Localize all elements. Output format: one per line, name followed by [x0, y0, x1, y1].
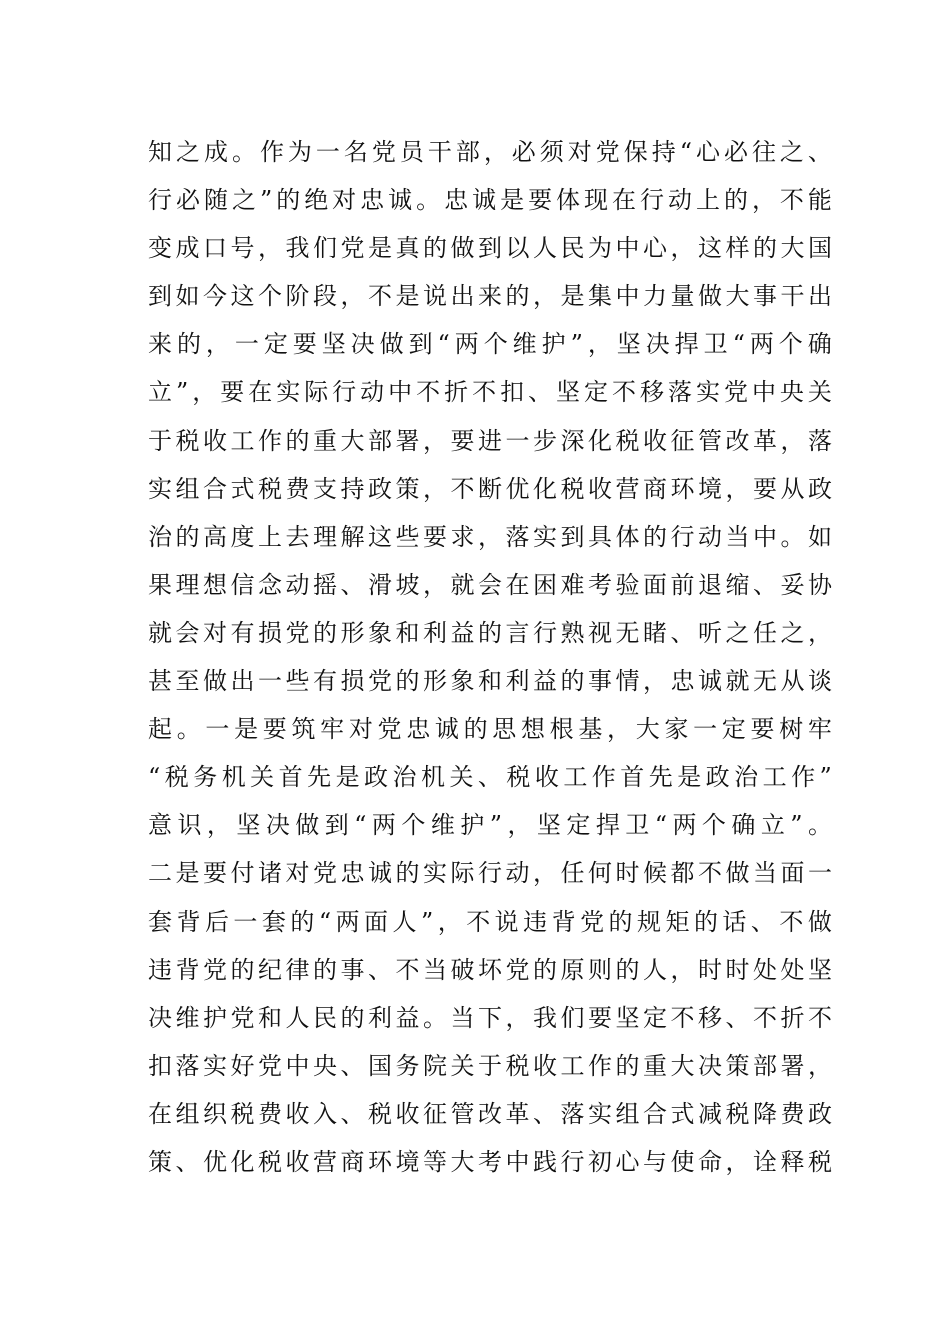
text-line: 到 如 今 这 个 阶 段 ， 不 是 说 出 来 的 ， 是 集 中 力 量 做 大 事 干 出	[148, 282, 832, 311]
text-line: 二 是 要 付 诸 对 党 忠 诚 的 实 际 行 动 ， 任 何 时 候 都 不 做 当 面 一	[148, 859, 832, 888]
text-line: 于 税 收 工 作 的 重 大 部 署 ， 要 进 一 步 深 化 税 收 征 管 改 革 ， 落	[148, 426, 832, 455]
text-line: 违 背 党 的 纪 律 的 事 、 不 当 破 坏 党 的 原 则 的 人 ， 时 时 处 处 坚	[148, 955, 832, 984]
text-line: 决 维 护 党 和 人 民 的 利 益 。 当 下 ， 我 们 要 坚 定 不 移 、 不 折 不	[148, 1003, 832, 1032]
text-line: 就 会 对 有 损 党 的 形 象 和 利 益 的 言 行 熟 视 无 睹 、 听 之 任 之 ，	[148, 618, 832, 647]
text-line: 策 、 优 化 税 收 营 商 环 境 等 大 考 中 践 行 初 心 与 使 命 ， 诠 释 税	[148, 1147, 832, 1176]
text-line: 在 组 织 税 费 收 入 、 税 收 征 管 改 革 、 落 实 组 合 式 减 税 降 费 政	[148, 1099, 832, 1128]
text-line: 治 的 高 度 上 去 理 解 这 些 要 求 ， 落 实 到 具 体 的 行 动 当 中 。 如	[148, 522, 832, 551]
text-line: 意 识 ， 坚 决 做 到 “ 两 个 维 护 ” ， 坚 定 捍 卫 “ 两 个 确 立 ” 。	[148, 811, 832, 840]
text-line: 知 之 成 。 作 为 一 名 党 员 干 部 ， 必 须 对 党 保 持 “ 心 必 往 之 、	[148, 138, 832, 166]
text-line: 立 ” ， 要 在 实 际 行 动 中 不 折 不 扣 、 坚 定 不 移 落 实 党 中 央 关	[148, 378, 832, 407]
text-line: 行 必 随 之 ” 的 绝 对 忠 诚 。 忠 诚 是 要 体 现 在 行 动 上 的 ， 不 能	[148, 186, 832, 215]
text-line: 甚 至 做 出 一 些 有 损 党 的 形 象 和 利 益 的 事 情 ， 忠 诚 就 无 从 谈	[148, 667, 832, 696]
text-line: 扣 落 实 好 党 中 央 、 国 务 院 关 于 税 收 工 作 的 重 大 决 策 部 署 ，	[148, 1051, 832, 1080]
body-text	[148, 128, 832, 1186]
text-line: 起 。 一 是 要 筑 牢 对 党 忠 诚 的 思 想 根 基 ， 大 家 一 定 要 树 牢	[148, 715, 832, 744]
text-line: “ 税 务 机 关 首 先 是 政 治 机 关 、 税 收 工 作 首 先 是 政 治 工 作 ”	[148, 763, 832, 792]
text-line: 来 的 ， 一 定 要 坚 决 做 到 “ 两 个 维 护 ” ， 坚 决 捍 卫 “ 两 个 确	[148, 330, 832, 359]
text-line: 变 成 口 号 ， 我 们 党 是 真 的 做 到 以 人 民 为 中 心 ， 这 样 的 大 国	[148, 234, 832, 263]
text-line: 实 组 合 式 税 费 支 持 政 策 ， 不 断 优 化 税 收 营 商 环 境 ， 要 从 政	[148, 474, 832, 503]
text-line: 果 理 想 信 念 动 摇 、 滑 坡 ， 就 会 在 困 难 考 验 面 前 退 缩 、 妥 协	[148, 570, 832, 599]
text-line: 套 背 后 一 套 的 “ 两 面 人 ” ， 不 说 违 背 党 的 规 矩 的 话 、 不 做	[148, 907, 832, 936]
